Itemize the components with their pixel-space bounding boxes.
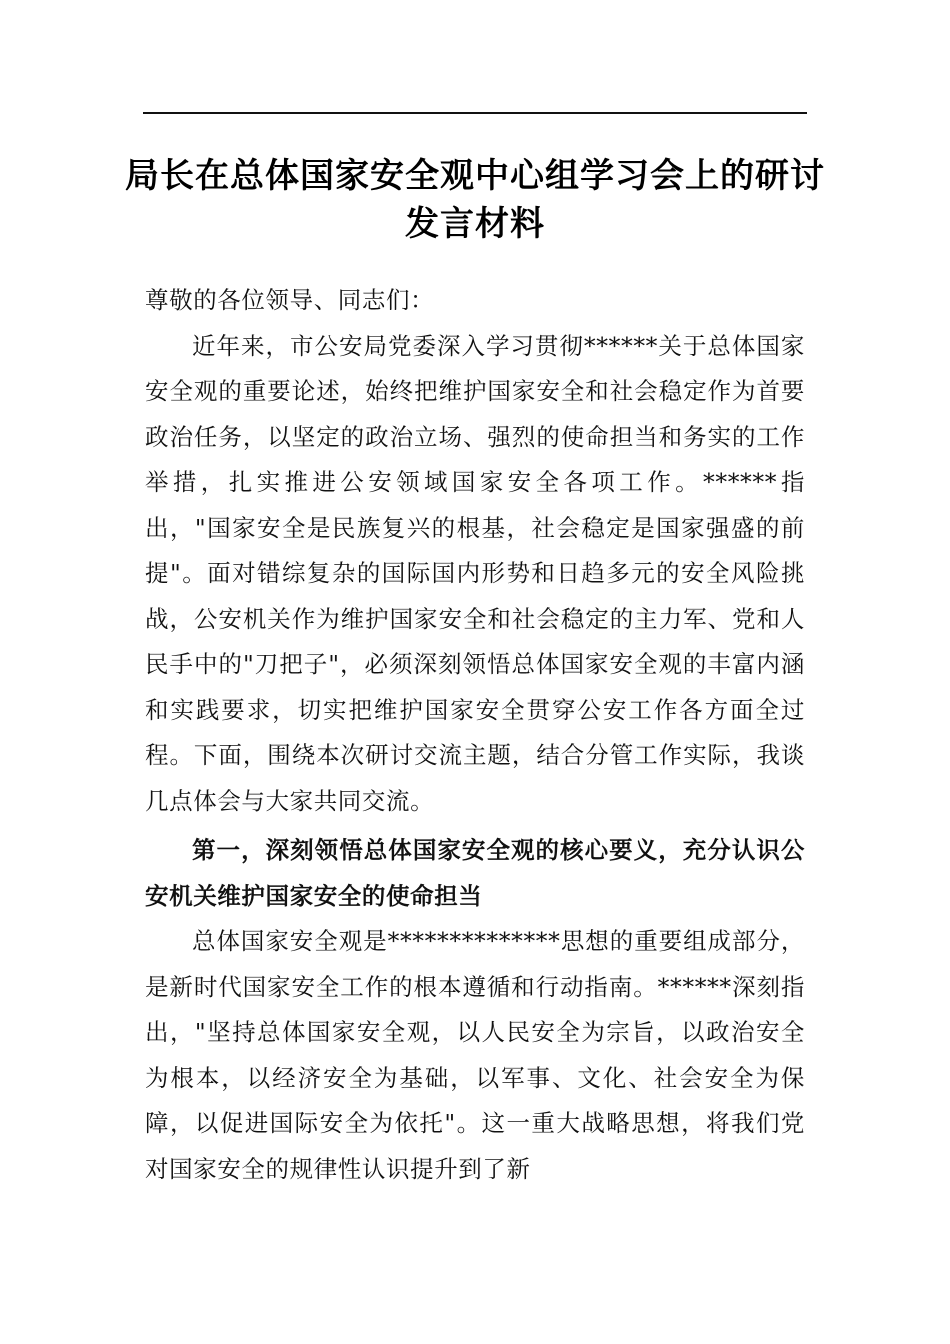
salutation: 尊敬的各位领导、同志们： bbox=[145, 286, 435, 314]
document-title: 局长在总体国家安全观中心组学习会上的研讨发言材料 bbox=[125, 156, 825, 244]
header-rule bbox=[143, 112, 807, 114]
document-body bbox=[145, 278, 805, 1192]
section-heading-1: 第一，深刻领悟总体国家安全观的核心要义，充分认识公安机关维护国家安全的使命担当 bbox=[145, 836, 805, 910]
paragraph-intro: 近年来，市公安局党委深入学习贯彻******关于总体国家安全观的重要论述，始终把维护国家安全和社会稳定作为首要政治任务，以坚定的政治立场、强烈的使命担当和务实的工作举措，扎实推进公安领域国家安全各项工作。******指出，"国家安全是民族复兴的根基，社会稳定是国家强盛的前提"。面对错综复杂的国际国内形势和日趋多元的安全风险挑战，公安机关作为维护国家安全和社会稳定的主力军、党和人民手中的"刀把子"，必须深刻领悟总体国家安全观的丰富内涵和实践要求，切实把维护国家安全贯穿公安工作各方面全过程。下面，围绕本次研讨交流主题，结合分管工作实际，我谈几点体会与大家共同交流。 bbox=[145, 331, 805, 815]
paragraph-section-1: 总体国家安全观是**************思想的重要组成部分，是新时代国家安全工作的根本遵循和行动指南。******深刻指出，"坚持总体国家安全观，以人民安全为宗旨，以政治安全为根本，以经济安全为基础，以军事、文化、社会安全为保障，以促进国际安全为依托"。这一重大战略思想，将我们党对国家安全的规律性认识提升到了新 bbox=[145, 927, 805, 1183]
